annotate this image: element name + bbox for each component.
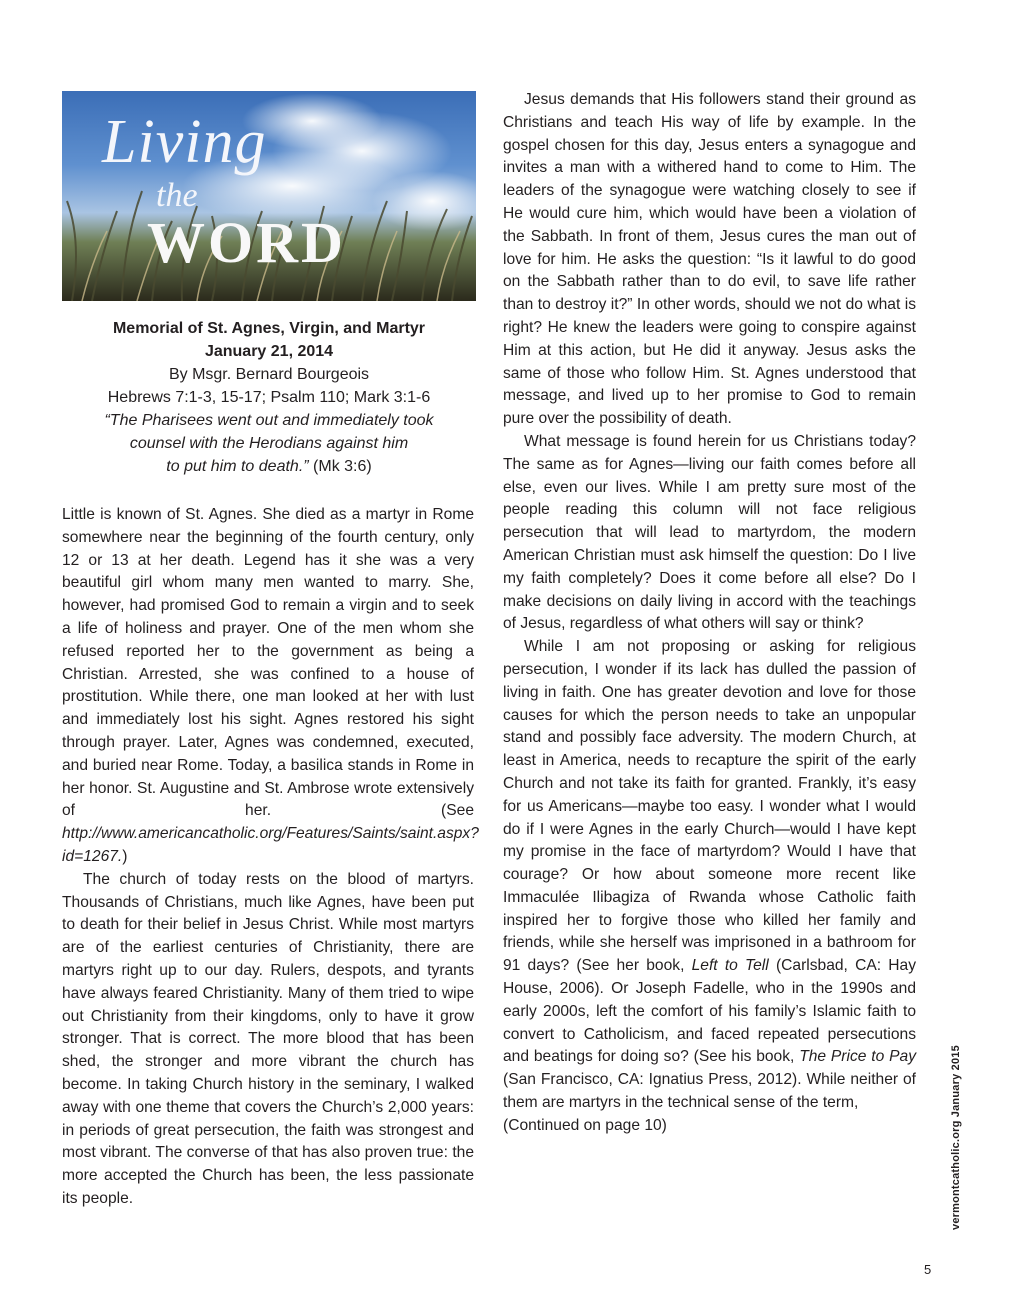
side-footer-text: vermontcatholic.org January 2015 [950, 1045, 962, 1230]
saint-agnes-link[interactable]: http://www.americancatholic.org/Features/Saints/saint.aspx?id=1267. [62, 825, 479, 865]
right-paragraph-3-part-b: (Carlsbad, CA: Hay House, 2006). Or Joseph Fadelle, who in the 1990s and early 2000s, left the comfort of his family’s Islamic faith to convert to Catholicism, and faced repeated persecutions and beatings for doing so? (See his book, [503, 957, 917, 1066]
article-heading [62, 317, 476, 478]
book-title-left-to-tell: Left to Tell [691, 957, 769, 975]
right-paragraph-3 [503, 636, 916, 1115]
quote-reference: (Mk 3:6) [308, 458, 372, 475]
banner-title-the: the [156, 177, 198, 214]
article-title: Memorial of St. Agnes, Virgin, and Martyr [112, 320, 426, 337]
left-paragraph-1-end: ) [122, 847, 128, 865]
living-the-word-banner [62, 91, 476, 301]
quote-line-2: counsel with the Herodians against him [129, 435, 409, 452]
banner-title-word: WORD [147, 210, 346, 275]
article-date: January 21, 2014 [204, 343, 334, 360]
right-paragraph-3-part-c: (San Francisco, CA: Ignatius Press, 2012). While neither of them are martyrs in the technical sense of the term, [503, 1071, 916, 1112]
article-readings: Hebrews 7:1-3, 15-17; Psalm 110; Mark 3:1-6 [107, 389, 431, 406]
article-author: By Msgr. Bernard Bourgeois [168, 366, 370, 383]
right-column [503, 89, 916, 1138]
page-number: 5 [924, 1262, 932, 1277]
book-title-price-to-pay: The Price to Pay [799, 1048, 916, 1066]
left-column [62, 504, 479, 1211]
right-paragraph-2: What message is found herein for us Christians today? The same as for Agnes—living our faith comes before all else, even our lives. While I am pretty sure most of the people reading this column will not face religious persecution that will lead to martyrdom, the modern American Christian must ask himself the question: Do I live my faith completely? Does it come before all else? Do I make decisions on daily living in accord with the teachings of Jesus, regardless of what others will say or think? [503, 432, 916, 633]
right-paragraph-1: Jesus demands that His followers stand their ground as Christians and teach His way of life by example. In the gospel chosen for this day, Jesus enters a synagogue and invites a man with a withered hand to come to Him. The leaders of the synagogue were watching closely to see if He would cure him, which would have been a violation of the Sabbath. In front of them, Jesus cures the man out of love for him. He asks the question: “Is it lawful to do good on the Sabbath rather than to do evil, to save life rather than to destroy it?” In other words, should we not do what is right? He knew the leaders were going to conspire against Him at this action, but He did it anyway. Jesus asks the same of those who follow Him. St. Agnes understood that message, and lived up to her promise to God to remain pure over the possibility of death. [503, 91, 916, 428]
quote-line-3-text: to put him to death.” [166, 458, 309, 475]
quote-line-3 [62, 455, 476, 478]
left-paragraph-2: The church of today rests on the blood of martyrs. Thousands of Christians, much like Agnes, have been put to death for their belief in Jesus Christ. While most martyrs are of the earliest centuries of Christianity, there are martyrs right up to our day. Rulers, despots, and tyrants have always feared Christianity. Many of them tried to wipe out Christianity from their kingdoms, only to have it grow stronger. That is correct. The more blood that has been shed, the stronger and more vibrant the church has become. In taking Church history in the seminary, I walked away with one theme that covers the Church’s 2,000 years: in periods of great persecution, the faith was strongest and most vibrant. The converse of that has also proven true: the more accepted the Church has been, the less passionate its people. [62, 870, 474, 1207]
right-paragraph-3-part-a: While I am not proposing or asking for religious persecution, I wonder if its lack has dulled the passion of living in faith. One has greater devotion and love for those causes for which the person needs to take an unpopular stand and possibly face adversity. The modern Church, at least in America, needs to recapture the spirit of the early Church and not take its faith for granted. Frankly, it’s easy for us Americans—maybe too easy. I wonder what I would do if I were Agnes in the early Church—would I have kept my promise in the face of martyrdom? Would I have that courage? Or how about someone more recent like Immaculée Ilibagiza of Rwanda whose Catholic faith inspired her to forgive those who killed her family and friends, while she herself was imprisoned in a bathroom for 91 days? (See her book, [503, 638, 916, 975]
left-paragraph-1 [62, 504, 479, 869]
left-paragraph-1-text: Little is known of St. Agnes. She died as a martyr in Rome somewhere near the beginning of the fourth century, only 12 or 13 at her death. Legend has it she was a very beautiful girl whom many men wanted to marry. She, however, had promised God to remain a virgin and to seek a life of holiness and prayer. One of the men whom she refused reported her to the government as being a Christian. Arrested, she was confined to a house of prostitution. While there, one man looked at her with lust and immediately lost his sight. Agnes restored his sight through prayer. Later, Agnes was condemned, executed, and buried near Rome. Today, a basilica stands in Rome in her honor. St. Augustine and St. Ambrose wrote extensively of her. (See [62, 506, 474, 820]
continued-note: (Continued on page 10) [503, 1116, 667, 1134]
banner-title-living: Living [102, 108, 267, 176]
quote-line-1: “The Pharisees went out and immediately took [104, 412, 434, 429]
